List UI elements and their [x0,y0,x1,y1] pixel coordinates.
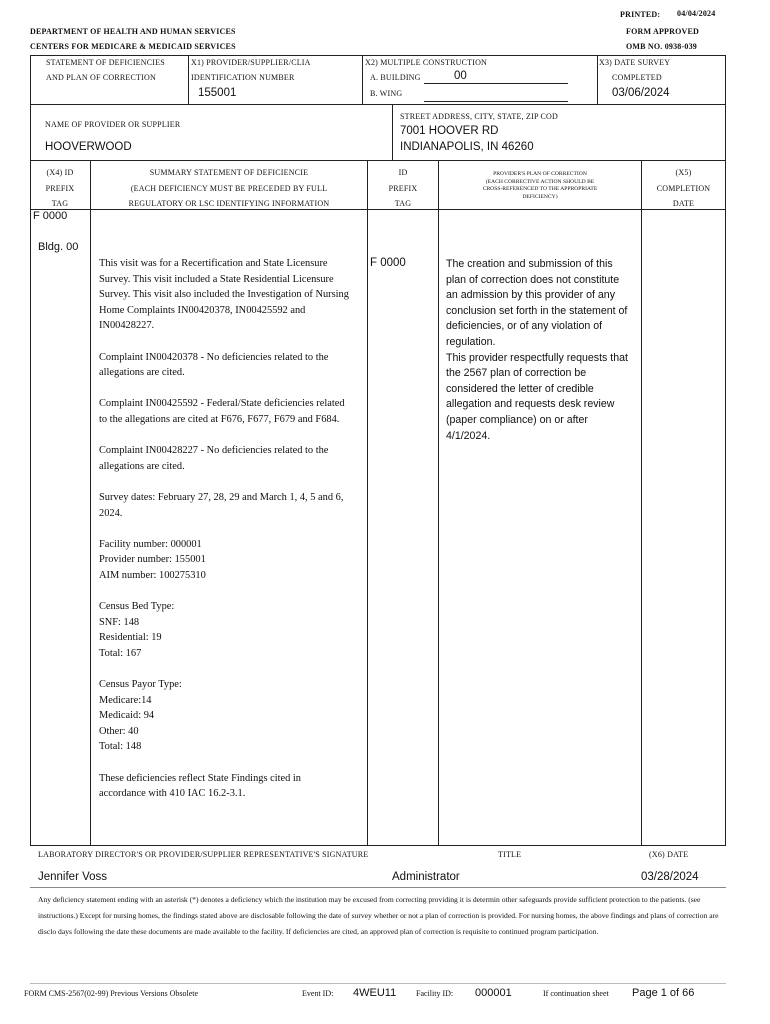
event-id-label: Event ID: [302,989,334,998]
tag-prefix-left: F 0000 [33,210,68,222]
plan-of-correction-text: The creation and submission of this plan of correction does not constitute an admission by this provider of any conclusion set forth in the statement of deficiencies, or of any violation of regulation. This provider respectfully requests that the 2567 plan of correction be considered the letter of credible allegation and requests desk review (paper compliance) on or after 4/1/2024. [446,258,628,442]
x1-label: X1) PROVIDER/SUPPLIER/CLIA [191,58,311,67]
summary-paragraph: This visit was for a Recertification and State Licensure Survey. This visit included a State Residential Licensure Survey. This visit also included the Investigation of Nursing Home Complaints IN00420378, IN00425592 and IN00428227. [99,258,349,332]
form-approved: FORM APPROVED [626,27,700,36]
printed-label: PRINTED: [620,10,661,19]
x6-date-label: (X6) DATE [649,850,689,859]
summary-header: SUMMARY STATEMENT OF DEFICIENCIE (EACH DEFICIENCY MUST BE PRECEDED BY FULL REGULATORY OR LSC IDENTIFYING INFORMATION [128,168,330,208]
signature-date: 03/28/2024 [641,871,699,883]
summary-paragraph: Survey dates: February 27, 28, 29 and March 1, 4, 5 and 6, 2024. [99,491,344,519]
signer-title: Administrator [392,871,460,883]
summary-paragraph: These deficiencies reflect State Findings cited in accordance with 410 IAC 16.2-3.1. [99,772,301,800]
tag-prefix-right: F 0000 [370,257,406,269]
statement-label: STATEMENT OF DEFICIENCIES [46,58,165,67]
x4-header: (X4) ID PREFIX TAG [45,168,75,208]
survey-date-value: 03/06/2024 [612,87,670,99]
provider-id-value: 155001 [198,87,237,99]
form-number: FORM CMS-2567(02-99) Previous Versions Obsolete [24,989,199,998]
summary-paragraph: Complaint IN00420378 - No deficiencies related to the allegations are cited. [99,351,329,379]
summary-paragraph: Complaint IN00425592 - Federal/State deficiencies related to the allegations are cited at F676, F677, F679 and F684. [99,398,345,425]
disclaimer-text: Any deficiency statement ending with an asterisk (*) denotes a deficiency which the institution may be excused from correcting providing it is determin other safeguards provide sufficient protection to the patients. (see instructions.) Except for nursing homes, the findings stated above are disclosable following the date of survey whether or not a plan of correction is provided. For nursing homes, the above findings and plans of correction are disclo days following the date these documents are made available to the facility. If deficiencies are cited, an approved plan of correction is requisite to continued program participation. [38,895,719,936]
facility-id-label: Facility ID: [416,989,454,998]
summary-paragraph: Census Bed Type: SNF: 148 Residential: 19 Total: 167 [99,601,175,659]
event-id-value: 4WEU11 [353,987,397,999]
summary-paragraph: Complaint IN00428227 - No deficiencies related to the allegations are cited. [99,445,329,472]
continuation-label: If continuation sheet [543,989,609,998]
x5-header: (X5) COMPLETION DATE [656,168,711,208]
address-line2: INDIANAPOLIS, IN 46260 [400,141,534,153]
provider-name-value: HOOVERWOOD [45,141,132,153]
page-number: Page 1 of 66 [632,987,695,999]
title-label: TITLE [498,850,522,859]
department-name: DEPARTMENT OF HEALTH AND HUMAN SERVICES [30,27,236,36]
x3-sublabel: COMPLETED [612,73,662,82]
address-line1: 7001 HOOVER RD [400,125,499,137]
x2-label: X2) MULTIPLE CONSTRUCTION [365,58,488,67]
wing-label: B. WING [370,89,403,98]
plan-header: PROVIDER'S PLAN OF CORRECTION (EACH CORRECTIVE ACTION SHOULD BE CROSS-REFERENCED TO THE APPROPRIATE DEFICIENCY) [482,171,598,200]
signer-name: Jennifer Voss [38,871,108,883]
address-label: STREET ADDRESS, CITY, STATE, ZIP COD [400,112,558,121]
building-value: 00 [454,70,467,82]
building-label: A. BUILDING [370,73,421,82]
omb-number: OMB NO. 0938-039 [626,42,697,51]
provider-name-label: NAME OF PROVIDER OR SUPPLIER [45,120,181,129]
printed-date: 04/04/2024 [677,9,716,18]
summary-paragraph: Census Payor Type: Medicare:14 Medicaid: 94 Other: 40 Total: 148 [99,679,182,753]
centers-name: CENTERS FOR MEDICARE & MEDICAID SERVICES [30,42,236,51]
summary-statement [99,256,349,802]
signature-label: LABORATORY DIRECTOR'S OR PROVIDER/SUPPLIER REPRESENTATIVE'S SIGNATURE [38,850,369,859]
building-tag: Bldg. 00 [38,241,79,253]
x1-sublabel: IDENTIFICATION NUMBER [191,73,295,82]
plan-label: AND PLAN OF CORRECTION [46,73,156,82]
x3-label: X3) DATE SURVEY [599,58,671,67]
facility-id-value: 000001 [475,987,512,999]
id-header: ID PREFIX TAG [388,168,418,208]
summary-paragraph: Facility number: 000001 Provider number: 155001 AIM number: 100275310 [99,538,206,581]
